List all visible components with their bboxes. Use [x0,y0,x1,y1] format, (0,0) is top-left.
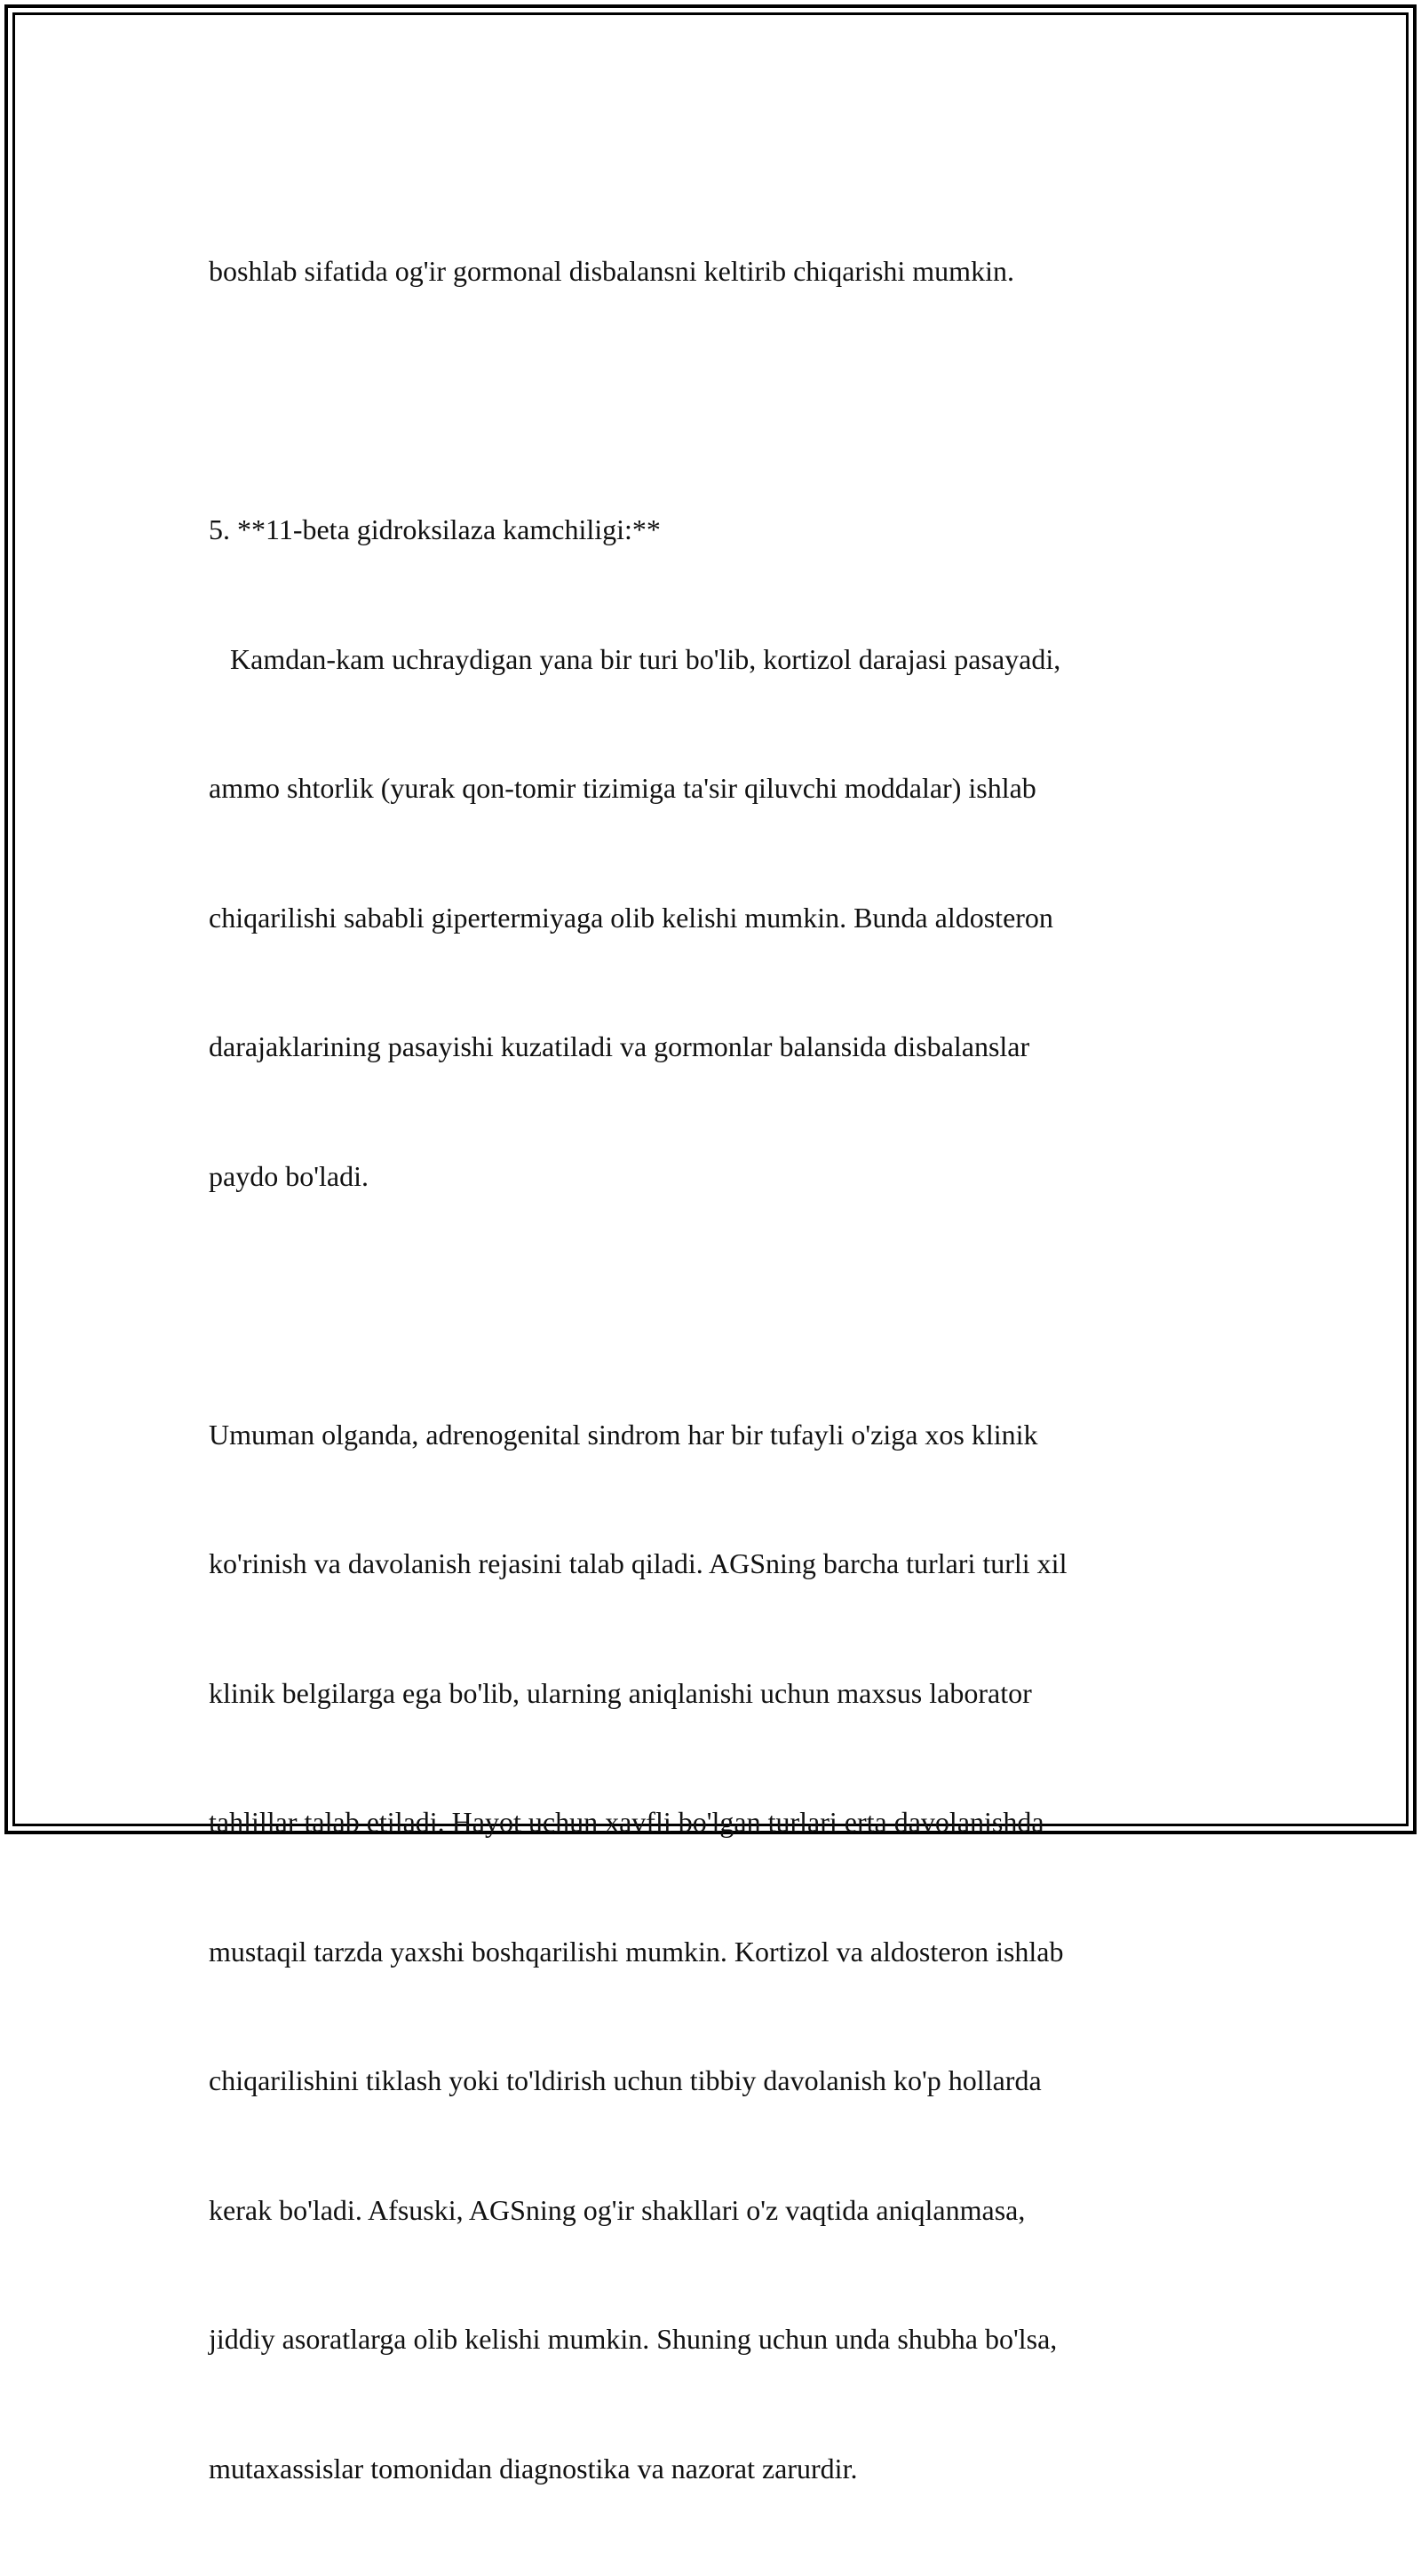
document-body [209,163,1221,2576]
text-line: ko'rinish va davolanish rejasini talab qiladi. AGSning barcha turlari turli xil [209,1542,1221,1586]
text-line: mustaqil tarzda yaxshi boshqarilishi mumkin. Kortizol va aldosteron ishlab [209,1930,1221,1974]
intro-paragraph [209,163,1221,379]
text-line: Kamdan-kam uchraydigan yana bir turi bo'lib, kortizol darajasi pasayadi, [209,638,1221,681]
text-line: ammo shtorlik (yurak qon-tomir tizimiga ta'sir qiluvchi moddalar) ishlab [209,767,1221,810]
text-line: paydo bo'ladi. [209,1155,1221,1198]
paragraph-gap [209,379,1221,423]
text-line: kerak bo'ladi. Afsuski, AGSning og'ir shakllari o'z vaqtida aniqlanmasa, [209,2189,1221,2232]
text-line: tahlillar talab etiladi. Hayot uchun xavfli bo'lgan turlari erta davolanishda [209,1801,1221,1844]
text-line: jiddiy asoratlarga olib kelishi mumkin. Shuning uchun unda shubha bo'lsa, [209,2318,1221,2361]
text-line: boshlab sifatida og'ir gormonal disbalansni keltirib chiqarishi mumkin. [209,250,1221,293]
text-line: mutaxassislar tomonidan diagnostika va nazorat zarurdir. [209,2447,1221,2491]
text-line: chiqarilishi sababli gipertermiyaga olib kelishi mumkin. Bunda aldosteron [209,896,1221,940]
text-line: darajaklarining pasayishi kuzatiladi va gormonlar balansida disbalanslar [209,1025,1221,1069]
text-line: Umuman olganda, adrenogenital sindrom har bir tufayli o'ziga xos klinik [209,1413,1221,1457]
item-5-heading: 5. **11-beta gidroksilaza kamchiligi:** [209,508,1221,552]
conclusion-paragraph [209,1327,1221,2576]
text-line: chiqarilishini tiklash yoki to'ldirish uchun tibbiy davolanish ko'p hollarda [209,2059,1221,2103]
text-line: klinik belgilarga ega bo'lib, ularning aniqlanishi uchun maxsus laborator [209,1672,1221,1715]
paragraph-gap [209,1284,1221,1327]
item-5-paragraph [209,422,1221,1284]
